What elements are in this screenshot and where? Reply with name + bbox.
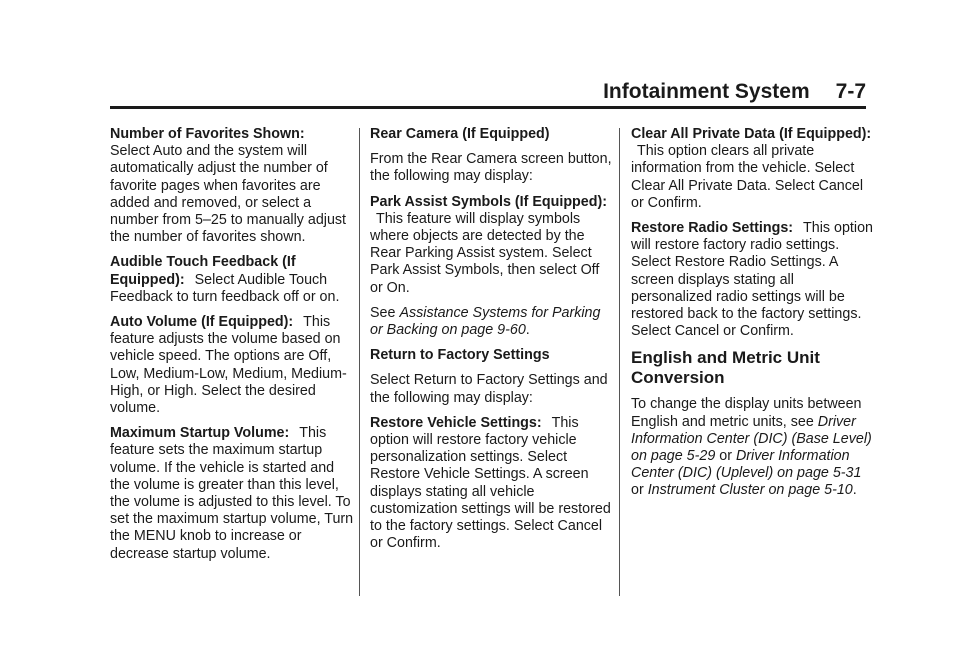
paragraph-park-assist [370, 194, 615, 297]
column-2 [370, 126, 615, 560]
restore-vehicle-text: This option will restore factory vehicle personalization settings. Select Restore Vehicle Settings. A screen displays stating all vehicle customization settings will be restored to the factory settings. Select Cancel or Confirm. [370, 414, 611, 552]
term-max-startup-volume: Maximum Startup Volume: [110, 425, 290, 442]
section-heading-unit-conversion: English and Metric Unit Conversion [631, 348, 820, 388]
paragraph-clear-private-data [631, 126, 876, 212]
page-number: 7-7 [835, 80, 866, 103]
page-header [110, 78, 866, 106]
paragraph-favorites-shown [110, 126, 355, 246]
park-assist-text: This feature will display symbols where objects are detected by the Rear Parking Assist system. Select Park Assist Symbols, then select Off or On. [370, 210, 600, 296]
column-1 [110, 126, 355, 571]
term-clear-private-data: Clear All Private Data (If Equipped): [631, 126, 872, 142]
term-auto-volume: Auto Volume (If Equipped): [110, 314, 294, 331]
term-audible-feedback: Audible Touch Feedback (If Equipped): [110, 254, 296, 288]
subheading-factory-settings: Return to Factory Settings [370, 347, 550, 364]
subheading-rear-camera: Rear Camera (If Equipped) [370, 126, 550, 142]
audible-feedback-text: Select Audible Touch Feedback to turn feedback off or on. [110, 271, 340, 305]
term-restore-vehicle: Restore Vehicle Settings: [370, 414, 542, 431]
cross-reference-parking[interactable]: Assistance Systems for Parking or Backing on page 9-60 [370, 304, 601, 339]
column-divider-2 [619, 128, 620, 596]
paragraph-unit-conversion: To change the display units between English and metric units, see Driver Information Center (DIC) (Base Level) on page 5-29 or Driver Information Center (DIC) (Uplevel) on page 5-31 or Instrument Cluster on page 5-10. [631, 396, 872, 499]
paragraph-audible-feedback [110, 254, 355, 306]
paragraph-restore-vehicle [370, 415, 615, 553]
cross-reference-dic-uplevel[interactable]: Driver Information Center (DIC) (Uplevel) on page 5-31 [631, 448, 862, 482]
auto-volume-text: This feature adjusts the volume based on vehicle speed. The options are Off, Low, Medium-Low, Medium, Medium-High, or High. Select the desired volume. [110, 314, 347, 417]
column-divider-1 [359, 128, 360, 596]
column-3 [631, 126, 876, 508]
term-park-assist: Park Assist Symbols (If Equipped): [370, 193, 608, 210]
paragraph-auto-volume [110, 314, 355, 417]
paragraph-restore-radio [631, 220, 876, 340]
paragraph-see-reference: See Assistance Systems for Parking or Backing on page 9-60. [370, 304, 601, 339]
header-rule [110, 106, 866, 109]
cross-reference-instrument-cluster[interactable]: Instrument Cluster on page 5-10 [647, 482, 853, 499]
section-title: Infotainment System [603, 80, 810, 103]
rear-camera-text: From the Rear Camera screen button, the following may display: [370, 151, 612, 185]
term-favorites-shown: Number of Favorites Shown: [110, 126, 305, 142]
see-word: See [370, 304, 396, 321]
favorites-shown-text: Select Auto and the system will automatically adjust the number of favorite pages when favorites are added and removed, or select a number from 5–25 to manually adjust the number of favorites shown. [110, 143, 347, 246]
paragraph-max-startup-volume [110, 425, 355, 563]
term-restore-radio: Restore Radio Settings: [631, 220, 794, 237]
max-startup-volume-text: This feature sets the maximum startup volume. If the vehicle is started and the volume is greater than this level, the volume is adjusted to this level. To set the maximum startup volume, Turn the MENU knob to increase or decrease startup volume. [110, 425, 354, 562]
restore-radio-text: This option will restore factory radio settings. Select Restore Radio Settings. A screen displays stating all personalized radio settings will be restored back to the factory settings. Select Cancel or Confirm. [631, 220, 873, 340]
clear-private-data-text: This option clears all private information from the vehicle. Select Clear All Private Data. Select Cancel or Confirm. [631, 143, 864, 211]
cross-reference-dic-base[interactable]: Driver Information Center (DIC) (Base Level) on page 5-29 [631, 413, 872, 465]
factory-settings-text: Select Return to Factory Settings and the following may display: [370, 372, 608, 406]
